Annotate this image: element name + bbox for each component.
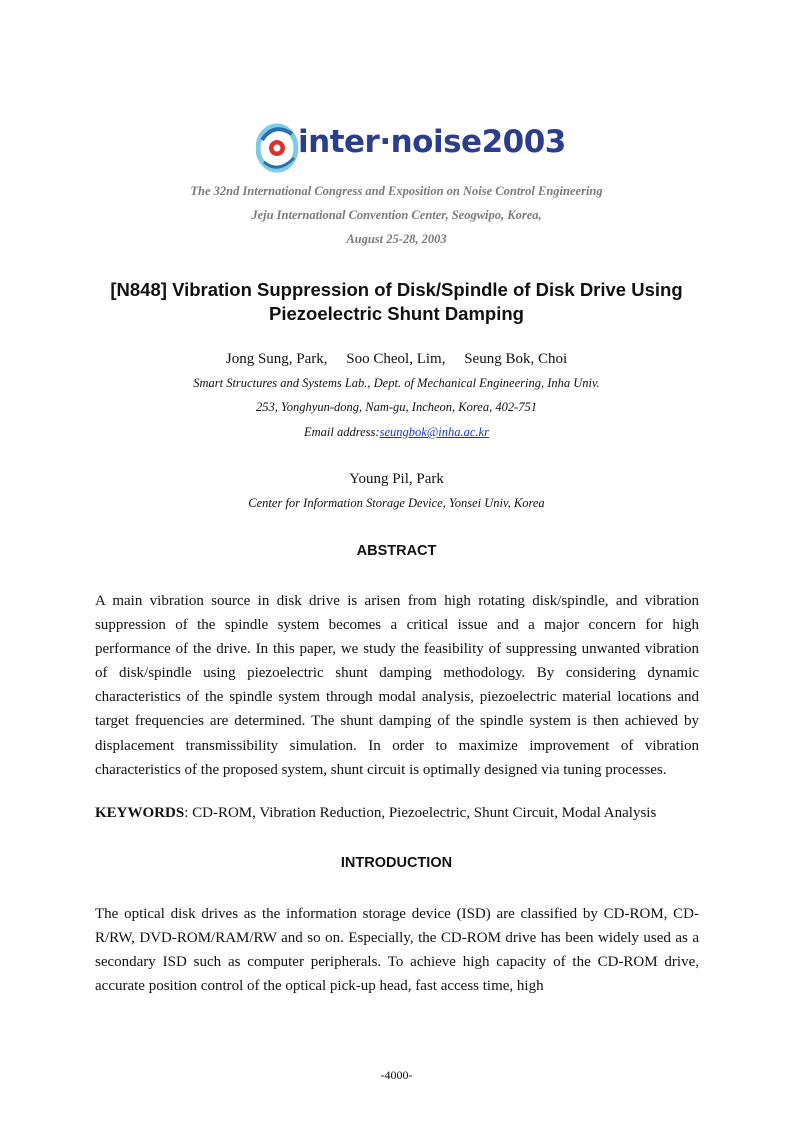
affiliation-2: Center for Information Storage Device, Yonsei Univ, Korea <box>248 496 545 510</box>
author-list-1: Jong Sung, Park, Soo Cheol, Lim, Seung Bok, Choi <box>225 351 568 367</box>
introduction-body: The optical disk drives as the information storage device (ISD) are classified by CD-ROM, CD-R/RW, DVD-ROM/RAM/RW and so on. Especially, the CD-ROM drive has been widely used as a secondary ISD such as computer peripherals. To achieve high capacity of the CD-ROM drive, accurate position control of the optical pick-up head, fast access time, high <box>95 906 699 995</box>
keywords-text: : CD-ROM, Vibration Reduction, Piezoelectric, Shunt Circuit, Modal Analysis <box>184 805 657 821</box>
paper-title-line-1: [N848] Vibration Suppression of Disk/Spindle of Disk Drive Using <box>110 279 683 300</box>
affiliation-1-line-1: Smart Structures and Systems Lab., Dept. of Mechanical Engineering, Inha Univ. <box>193 376 600 390</box>
email-line <box>0 425 793 440</box>
affiliation-1-line-2: 253, Yonghyun-dong, Nam-gu, Incheon, Korea, 402-751 <box>256 400 537 414</box>
keywords-line <box>95 805 715 822</box>
conference-line-2: Jeju International Convention Center, Seogwipo, Korea, <box>251 208 542 222</box>
paper-title-line-2: Piezoelectric Shunt Damping <box>269 303 524 324</box>
introduction-heading: INTRODUCTION <box>340 855 453 871</box>
email-label: Email address: <box>304 425 380 439</box>
abstract-heading: ABSTRACT <box>356 543 437 559</box>
conference-line-1: The 32nd International Congress and Exposition on Noise Control Engineering <box>190 184 603 198</box>
swirl-logo-icon <box>256 118 300 176</box>
email-link[interactable]: seungbok@inha.ac.kr <box>379 425 489 439</box>
keywords-label: KEYWORDS <box>95 805 185 821</box>
abstract-body: A main vibration source in disk drive is arisen from high rotating disk/spindle, and vibration suppression of the spindle system becomes a critical issue and a major concern for high performance of the drive. In this paper, we study the feasibility of suppressing unwanted vibration of disk/spindle using piezoelectric shunt damping methodology. By considering dynamic characteristics of the spindle system through modal analysis, piezoelectric material locations and target frequencies are determined. The shunt damping of the spindle system is then achieved by displacement transmissibility simulation. In order to maximize improvement of vibration characteristics of the proposed system, shunt circuit is optimally designed via tuning processes. <box>95 593 699 778</box>
logo-wordmark: inter·noise2003 <box>298 124 566 160</box>
author-list-2: Young Pil, Park <box>349 471 444 487</box>
page-number: -4000- <box>380 1068 413 1082</box>
conference-line-3: August 25-28, 2003 <box>346 232 447 246</box>
conference-logo <box>256 118 566 176</box>
